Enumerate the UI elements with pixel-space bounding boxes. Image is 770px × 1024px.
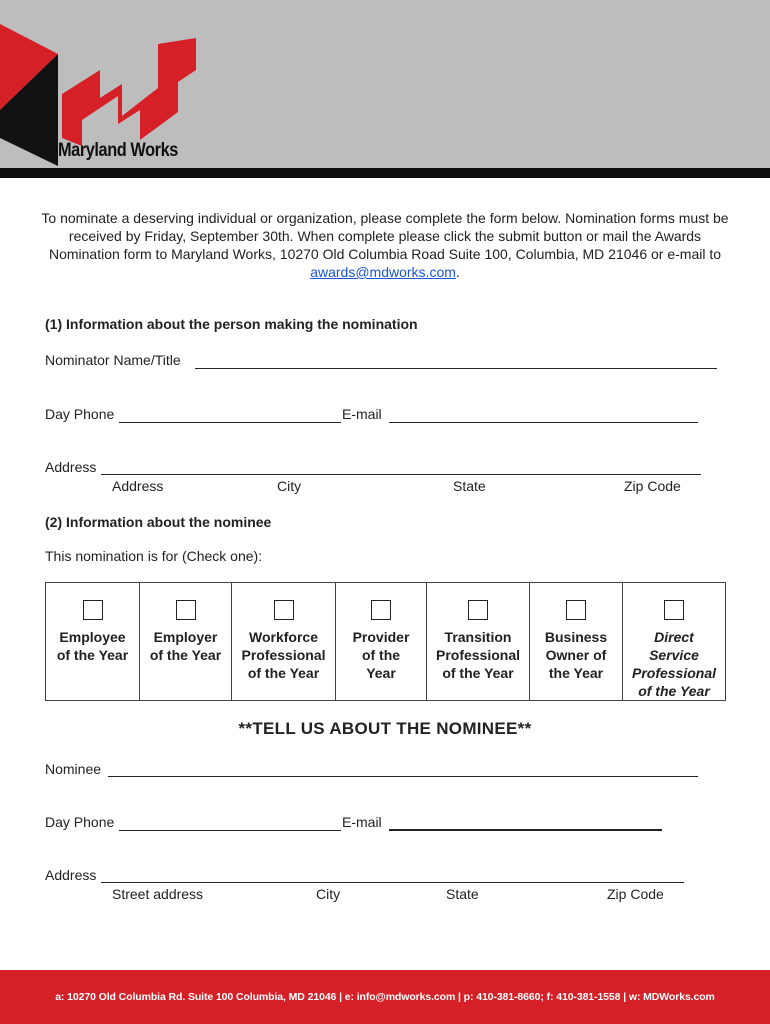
category-label: Employee of the Year — [56, 629, 129, 663]
nominee-phone-field[interactable] — [119, 830, 341, 831]
logo-red-stripes — [62, 38, 196, 146]
employee-checkbox[interactable] — [83, 600, 103, 620]
category-cell-transition — [427, 583, 530, 701]
nominee-address-label: Address — [45, 867, 97, 883]
nominator-state-sublabel: State — [453, 478, 486, 494]
nominee-street-sublabel: Street address — [112, 886, 204, 902]
category-cell-business — [530, 583, 623, 701]
nominee-phone-label: Day Phone — [45, 814, 115, 830]
category-label: Workforce Professional of the Year — [241, 629, 326, 681]
nominator-phone-field[interactable] — [119, 422, 341, 423]
transition-checkbox[interactable] — [468, 600, 488, 620]
section2-title: (2) Information about the nominee — [45, 514, 272, 530]
category-label: Business Owner of the Year — [544, 629, 608, 681]
intro-end: . — [455, 264, 460, 280]
nominee-zip-sublabel: Zip Code — [607, 886, 664, 902]
nominator-city-sublabel: City — [277, 478, 302, 494]
nominator-zip-sublabel: Zip Code — [624, 478, 681, 494]
nominee-heading: **TELL US ABOUT THE NOMINEE** — [238, 719, 532, 738]
category-label: Transition Professional of the Year — [435, 629, 521, 681]
direct-service-checkbox[interactable] — [664, 600, 684, 620]
nominator-address-label: Address — [45, 459, 97, 475]
intro-paragraph — [40, 209, 730, 281]
employer-checkbox[interactable] — [176, 600, 196, 620]
nominee-state-sublabel: State — [446, 886, 479, 902]
business-checkbox[interactable] — [566, 600, 586, 620]
nominator-name-label: Nominator Name/Title — [45, 352, 181, 368]
logo-wordmark: Maryland Works — [58, 140, 178, 161]
category-cell-direct-service — [623, 583, 726, 701]
nominee-address-field[interactable] — [101, 882, 684, 883]
category-cell-workforce — [232, 583, 336, 701]
awards-email-link[interactable]: awards@mdworks.com — [310, 264, 456, 280]
category-table — [45, 582, 726, 701]
nominator-name-field[interactable] — [195, 368, 717, 369]
provider-checkbox[interactable] — [371, 600, 391, 620]
nominator-email-field[interactable] — [389, 422, 698, 423]
category-cell-provider — [336, 583, 427, 701]
check-prompt: This nomination is for (Check one): — [45, 548, 263, 564]
nominator-email-label: E-mail — [342, 406, 382, 422]
nominee-city-sublabel: City — [316, 886, 341, 902]
nominee-email-field[interactable] — [389, 829, 662, 831]
nominee-name-label: Nominee — [45, 761, 102, 777]
category-cell-employee — [46, 583, 140, 701]
section1-title: (1) Information about the person making the nomination — [45, 316, 418, 332]
nominator-address-field[interactable] — [101, 474, 701, 475]
nominator-phone-label: Day Phone — [45, 406, 115, 422]
nominator-address-sublabel: Address — [112, 478, 164, 494]
nominee-email-label: E-mail — [342, 814, 382, 830]
header-divider — [0, 168, 770, 178]
nominee-name-field[interactable] — [108, 776, 698, 777]
category-cell-employer — [140, 583, 232, 701]
footer-contact-text: a: 10270 Old Columbia Rd. Suite 100 Columbia, MD 21046 | e: info@mdworks.com | p: 410-381-8660; f: 410-381-1558 | w: MDWorks.com — [55, 991, 715, 1003]
category-label: Employer of the Year — [149, 629, 222, 663]
category-label: Direct Service Professional of the Year — [631, 629, 717, 699]
category-label: Provider of the Year — [352, 629, 410, 681]
intro-text: To nominate a deserving individual or organization, please complete the form below. Nomination forms must be received by Friday, September 30th. When complete please click the submit button or mail the Awards Nomination form to Maryland Works, 10270 Old Columbia Road Suite 100, Columbia, MD 21046 or e-mail to — [41, 210, 729, 262]
footer-bar — [0, 970, 770, 1024]
workforce-checkbox[interactable] — [274, 600, 294, 620]
